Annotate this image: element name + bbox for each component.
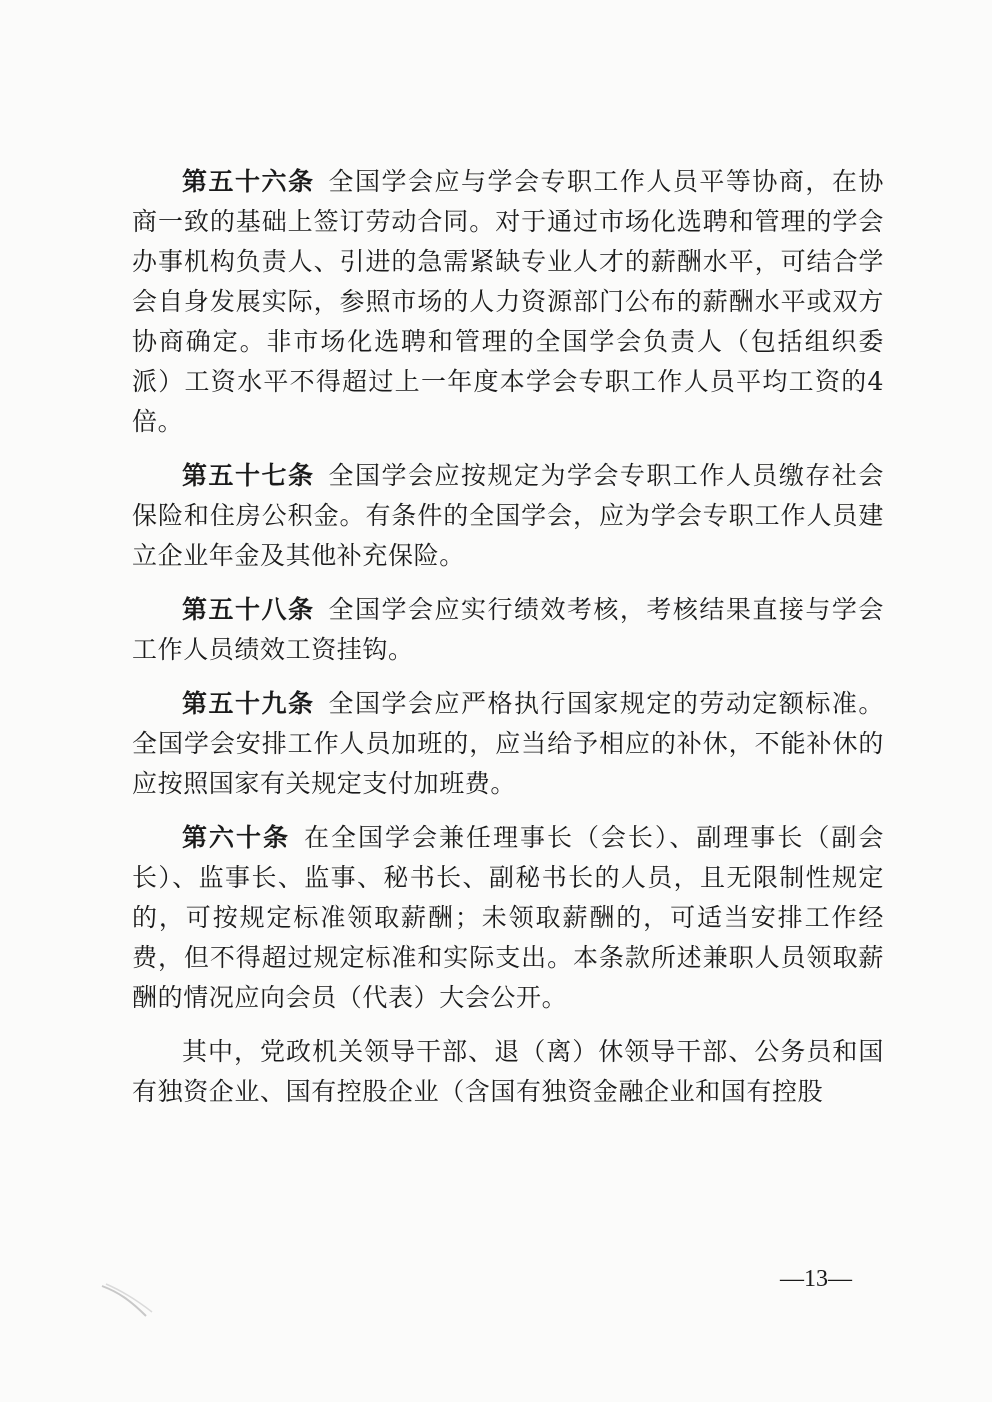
article-heading: 第六十条 <box>182 823 290 852</box>
article-58 <box>132 590 884 670</box>
article-heading: 第五十九条 <box>182 689 315 718</box>
article-text: 全国学会应与学会专职工作人员平等协商，在协商一致的基础上签订劳动合同。对于通过市场化选聘和管理的学会办事机构负责人、引进的急需紧缺专业人才的薪酬水平，可结合学会自身发展实际，参照市场的人力资源部门公布的薪酬水平或双方协商确定。非市场化选聘和管理的全国学会负责人（包括组织委派）工资水平不得超过上一年度本学会专职工作人员平均工资的4倍。 <box>132 167 884 436</box>
article-60 <box>132 818 884 1018</box>
article-text: 全国学会应按规定为学会专职工作人员缴存社会保险和住房公积金。有条件的全国学会，应为学会专职工作人员建立企业年金及其他补充保险。 <box>132 461 884 570</box>
article-heading: 第五十八条 <box>182 595 315 624</box>
continuation-paragraph <box>132 1032 884 1112</box>
page-number: —13— <box>780 1266 852 1292</box>
article-heading: 第五十七条 <box>182 461 315 490</box>
article-heading: 第五十六条 <box>182 167 315 196</box>
document-body <box>132 162 884 1126</box>
article-text: 全国学会应严格执行国家规定的劳动定额标准。全国学会安排工作人员加班的，应当给予相应的补休，不能补休的应按照国家有关规定支付加班费。 <box>132 689 884 798</box>
article-text: 在全国学会兼任理事长（会长）、副理事长（副会长）、监事长、监事、秘书长、副秘书长的人员，且无限制性规定的，可按规定标准领取薪酬；未领取薪酬的，可适当安排工作经费，但不得超过规定标准和实际支出。本条款所述兼职人员领取薪酬的情况应向会员（代表）大会公开。 <box>132 823 884 1012</box>
scan-smudge-mark <box>100 1282 160 1322</box>
article-57 <box>132 456 884 576</box>
article-56 <box>132 162 884 442</box>
article-text: 全国学会应实行绩效考核，考核结果直接与学会工作人员绩效工资挂钩。 <box>132 595 884 664</box>
paragraph-text: 其中，党政机关领导干部、退（离）休领导干部、公务员和国有独资企业、国有控股企业（含国有独资金融企业和国有控股 <box>132 1037 884 1106</box>
article-59 <box>132 684 884 804</box>
